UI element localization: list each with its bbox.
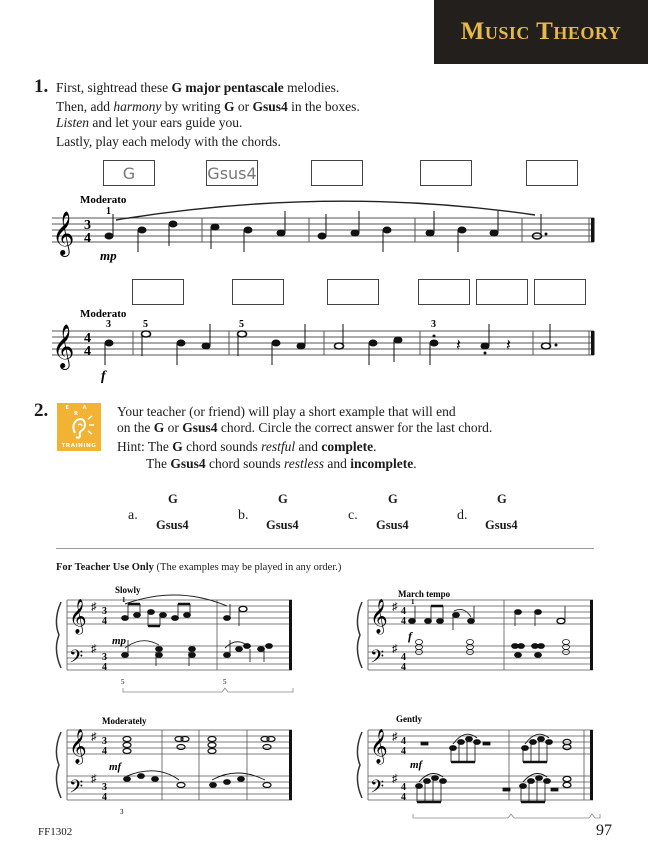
choice-d-gsus4[interactable]: Gsus4 xyxy=(485,518,518,532)
svg-text:5: 5 xyxy=(239,319,244,330)
choice-d-g[interactable]: G xyxy=(497,492,507,506)
choice-b-g[interactable]: G xyxy=(278,492,288,506)
page-number: 97 xyxy=(596,822,612,839)
svg-text:3: 3 xyxy=(102,736,107,747)
exercise-2-hint-1: Hint: The G chord sounds restful and complete. xyxy=(117,439,377,454)
svg-text:1: 1 xyxy=(122,596,126,604)
chord-box-1-2[interactable]: Gsus4 xyxy=(206,160,258,186)
treble-clef-icon: 𝄞 xyxy=(52,326,75,368)
svg-text:4: 4 xyxy=(401,782,406,793)
chord-box-2-5[interactable] xyxy=(476,279,528,305)
exercise-1-number: 1. xyxy=(34,76,49,97)
svg-text:mf: mf xyxy=(109,761,122,773)
svg-text:4: 4 xyxy=(401,736,406,747)
fingering: 1 xyxy=(106,206,111,217)
chord-box-1-1[interactable]: G xyxy=(103,160,155,186)
chord-box-2-3[interactable] xyxy=(327,279,379,305)
pedal-line xyxy=(413,814,600,818)
product-code: FF1302 xyxy=(38,826,73,838)
teacher-note: For Teacher Use Only (The examples may be played in any order.) xyxy=(56,562,342,573)
melody-2-notes xyxy=(105,324,557,365)
svg-text:3: 3 xyxy=(106,319,111,330)
example-moderately xyxy=(56,716,292,816)
example-slowly xyxy=(56,585,293,692)
chord-box-2-6[interactable] xyxy=(534,279,586,305)
svg-text:4: 4 xyxy=(84,331,91,346)
svg-text:4: 4 xyxy=(84,231,91,246)
svg-text:1: 1 xyxy=(411,598,415,606)
svg-text:3: 3 xyxy=(120,808,124,816)
svg-text:Moderately: Moderately xyxy=(102,716,147,726)
svg-text:4: 4 xyxy=(102,662,107,673)
choice-a-g[interactable]: G xyxy=(168,492,178,506)
tempo-marking: Moderato xyxy=(80,194,127,206)
svg-text:3: 3 xyxy=(102,606,107,617)
svg-text:4: 4 xyxy=(401,746,406,757)
svg-text:4: 4 xyxy=(401,792,406,803)
chord-box-2-2[interactable] xyxy=(232,279,284,305)
exercise-2-line-2: on the G or Gsus4 chord. Circle the correct answer for the last chord. xyxy=(117,420,493,435)
exercise-2-number: 2. xyxy=(34,400,49,421)
ear-training-badge: E A R TRAINING xyxy=(57,403,101,451)
exercise-1-line-4: Lastly, play each melody with the chords. xyxy=(56,134,281,149)
quarter-rest-icon: 𝄽 xyxy=(456,337,461,354)
svg-text:3: 3 xyxy=(84,218,91,233)
treble-clef-icon: 𝄞 xyxy=(52,213,75,255)
svg-text:Slowly: Slowly xyxy=(115,585,141,595)
choice-c-gsus4[interactable]: Gsus4 xyxy=(376,518,409,532)
dynamic-marking: mp xyxy=(100,248,117,263)
svg-text:3: 3 xyxy=(102,782,107,793)
choice-c-g[interactable]: G xyxy=(388,492,398,506)
quarter-rest-icon: 𝄽 xyxy=(506,337,511,354)
tempo-marking: Moderato xyxy=(80,308,127,320)
dynamic-marking: f xyxy=(101,369,106,384)
svg-text:4: 4 xyxy=(102,616,107,627)
svg-text:4: 4 xyxy=(401,662,406,673)
svg-text:Gently: Gently xyxy=(396,714,422,724)
exercise-2-line-1: Your teacher (or friend) will play a short example that will end xyxy=(117,404,456,419)
choice-d: d. G Gsus4 xyxy=(457,492,518,532)
pedal-line xyxy=(123,688,293,692)
svg-text:5: 5 xyxy=(121,678,125,686)
svg-text:mf: mf xyxy=(410,759,423,771)
choice-a-gsus4[interactable]: Gsus4 xyxy=(156,518,189,532)
chord-box-1-5[interactable] xyxy=(526,160,578,186)
chord-box-2-1[interactable] xyxy=(132,279,184,305)
svg-text:4: 4 xyxy=(102,746,107,757)
svg-text:5: 5 xyxy=(143,319,148,330)
teacher-examples: 𝄞 𝄢 ♯ ♯ Slowly 1 3 4 3 4 mp 5 5 March tempo 1 4 4 4 4 f Moderately 3 4 3 4 mf 3 Gently 4 4 4 4 mf xyxy=(0,580,648,830)
svg-text:4: 4 xyxy=(401,606,406,617)
exercise-2-hint-2: The Gsus4 chord sounds restless and incomplete. xyxy=(146,456,417,471)
melody-1-staff xyxy=(0,190,648,270)
section-divider xyxy=(56,548,594,549)
svg-text:March tempo: March tempo xyxy=(398,589,451,599)
choice-b-gsus4[interactable]: Gsus4 xyxy=(266,518,299,532)
svg-text:f: f xyxy=(408,629,412,643)
exercise-1-line-3: Listen and let your ears guide you. xyxy=(56,115,243,130)
svg-text:3: 3 xyxy=(102,652,107,663)
chord-box-1-4[interactable] xyxy=(420,160,472,186)
exercise-1-line-2: Then, add harmony by writing G or Gsus4 in the boxes. xyxy=(56,99,360,114)
melody-2-staff xyxy=(0,305,648,390)
svg-text:4: 4 xyxy=(102,792,107,803)
chord-box-1-3[interactable] xyxy=(311,160,363,186)
melody-1-notes xyxy=(105,211,547,252)
example-march-tempo xyxy=(357,589,593,673)
svg-text:mp: mp xyxy=(112,635,127,647)
svg-text:4: 4 xyxy=(401,616,406,627)
exercise-1-line-1: First, sightread these G major pentascale melodies. xyxy=(56,80,340,95)
example-gently xyxy=(357,714,600,818)
svg-text:4: 4 xyxy=(84,344,91,359)
svg-text:3: 3 xyxy=(431,319,436,330)
svg-text:4: 4 xyxy=(401,652,406,663)
choice-c: c. G Gsus4 xyxy=(348,492,409,532)
choice-a: a. G Gsus4 xyxy=(128,492,189,532)
svg-text:5: 5 xyxy=(223,678,227,686)
chord-box-2-4[interactable] xyxy=(418,279,470,305)
choice-b: b. G Gsus4 xyxy=(238,492,299,532)
page-title: Music Theory xyxy=(460,18,622,45)
